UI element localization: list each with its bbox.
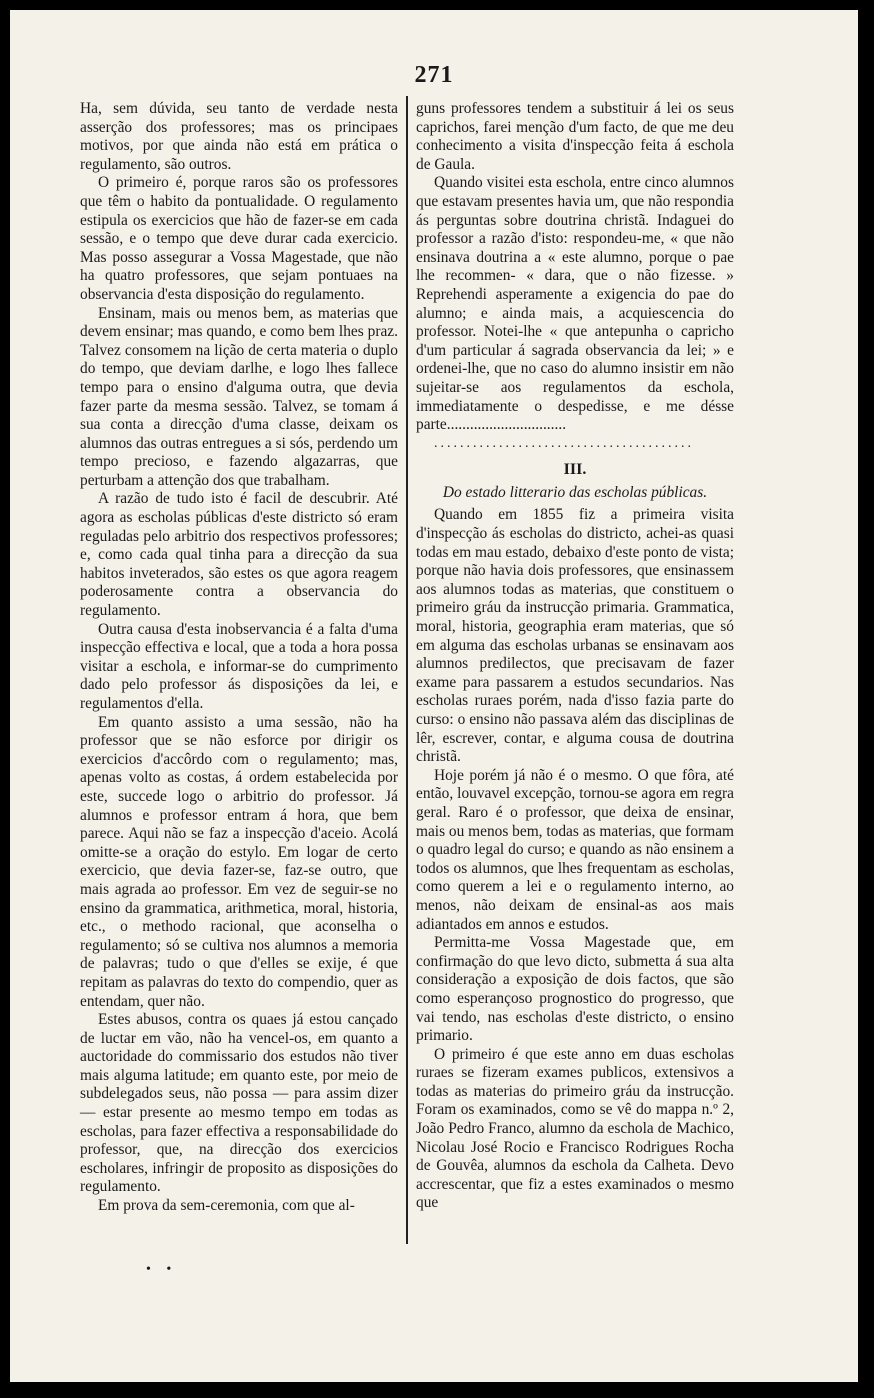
paragraph: Ensinam, mais ou menos bem, as materias que devem ensinar; mas quando, e como bem lhes praz. Talvez consomem na lição de certa materia o duplo do tempo, que deviam darlhe, e logo lhes fallece tempo para o ensino d'alguma outra, que devia fazer parte da mesma sessão. Talvez, se tomam á sua conta a direcção d'uma classe, deixam os alumnos das outras entregues a si sós, perdendo um tempo precioso, e fazendo algazarras, que perturbam a attenção dos que trabalham. bbox=[80, 304, 398, 489]
page-number: 271 bbox=[414, 62, 454, 88]
paragraph: Permitta-me Vossa Magestade que, em confirmação do que levo dicto, submetta á sua alta consideração a exposição de dois factos, que são como esperançoso prognostico do progresso, que vai tendo, nas escholas d'este districto, o ensino primario. bbox=[416, 934, 734, 1045]
paragraph: O primeiro é, porque raros são os professores que têm o habito da pontualidade. O regulamento estipula os exercicios que hão de fazer-se em cada sessão, e o tempo que deve durar cada exercicio. Mas posso assegurar a Vossa Magestade, que não ha quatro professores, que sejam pontuaes na observancia d'esta disposição do regulamento. bbox=[80, 174, 398, 303]
paragraph: A razão de tudo isto é facil de descubrir. Até agora as escholas públicas d'este districto só eram reguladas pelo arbitrio dos respectivos professores; e, como cada qual tinha para a direcção da sua habitos inveterados, são estes os que agora reagem poderosamente contra a observancia do regulamento. bbox=[80, 490, 398, 620]
document-page bbox=[10, 10, 858, 1382]
paragraph: Quando visitei esta eschola, entre cinco alumnos que estavam presentes havia um, que não respondia ás perguntas sobre doutrina christã. Indaguei do professor a razão d'isto: respondeu-me, « que não ensinava doutrina a « este alumno, porque o pae lhe recommen- « dara, que o não fizesse. » Reprehendi asperamente a exigencia do pae do alumno; e ainda mais, a acquiescencia do professor. Notei-lhe « que antepunha o capricho d'um particular á sagrada observancia da lei; » e ordenei-lhe, que no caso do alumno insistir em não sujeitar-se aos regulamentos da eschola, immediatamente o despedisse, e me désse parte............................... bbox=[416, 174, 734, 434]
paragraph: Em prova da sem-ceremonia, com que al- bbox=[98, 1197, 355, 1215]
column-divider bbox=[406, 96, 408, 1244]
paragraph: Outra causa d'esta inobservancia é a falta d'uma inspecção effectiva e local, que a toda a hora possa visitar a eschola, e informar-se do cumprimento dado pelo professor ás disposições da lei, e regulamentos d'ella. bbox=[80, 620, 398, 712]
right-column bbox=[416, 100, 734, 1213]
paragraph: Ha, sem dúvida, seu tanto de verdade nesta asserção dos professores; mas os principaes motivos, por que ainda não está em prática o regulamento, são outros. bbox=[80, 100, 398, 173]
paragraph: Em quanto assisto a uma sessão, não ha professor que se não esforce por dirigir os exercicios d'accôrdo com o regulamento; mas, apenas volto as costas, á ordem estabelecida por este, succede logo o arbitrio do professor. Já alumnos e professor entram á hora, que bem parece. Aqui não se faz a inspecção d'aceio. Acolá omitte-se a oração do estylo. Em logar de certo exercicio, que devia fazer-se, faz-se outro, que mais agrada ao professor. Em vez de seguir-se no ensino da grammatica, arithmetica, moral, historia, etc., o methodo racional, que aconselha o regulamento; só se cultiva nos alumnos a memoria de palavras; tudo o que d'elles se exije, é que repitam as palavras do texto do compendio, quer as entendam, quer não. bbox=[80, 713, 398, 1010]
ellipsis-line: ........................................ bbox=[434, 435, 694, 451]
paragraph: Hoje porém já não é o mesmo. O que fôra, até então, louvavel excepção, tornou-se agora em regra geral. Raro é o professor, que deixa de ensinar, mais ou menos bem, todas as materias, que formam o quadro legal do curso; e quando as não ensinem a todos os alumnos, que lhes frequentam as escholas, como querem a lei e o regulamento interno, ao menos, não deixam de ensinal-as aos mais adiantados em annos e estudos. bbox=[416, 766, 734, 933]
section-title: Do estado litterario das escholas públicas. bbox=[442, 483, 708, 501]
paragraph: O primeiro é que este anno em duas escholas ruraes se fizeram exames publicos, extensivos a todas as materias do primeiro gráu da instrucção. Foram os examinados, como se vê do mappa n.º 2, João Pedro Franco, alumno da eschola de Machico, Nicolau José Rocio e Francisco Rodrigues Rocha de Gouvêa, alumnos da eschola da Calheta. Devo accrescentar, que fiz a estes examinados o mesmo que bbox=[416, 1045, 734, 1212]
left-column bbox=[80, 100, 398, 1216]
paragraph: Estes abusos, contra os quaes já estou cançado de luctar em vão, não ha vencel-os, em quanto a auctoridade do commissario dos estudos não tiver mais alguma latitude; em quanto este, por meio de subdelegados seus, não possa — para assim dizer — estar presente ao mesmo tempo em todas as escholas, para fazer effectiva a responsabilidade do professor, que, na direcção dos exercicios escholares, infringir de proposito as disposições do regulamento. bbox=[80, 1011, 398, 1196]
paragraph: guns professores tendem a substituir á lei os seus caprichos, farei menção d'um facto, de que me deu conhecimento a visita d'inspecção feita á eschola de Gaula. bbox=[416, 100, 734, 173]
footer-marks: • • bbox=[146, 1262, 178, 1277]
section-number: III. bbox=[563, 461, 587, 479]
paragraph: Quando em 1855 fiz a primeira visita d'inspecção ás escholas do districto, achei-as quasi todas em mau estado, debaixo d'este ponto de vista; porque não havia dois professores, que ensinassem aos alumnos todas as materias, que constituem o primeiro gráu da instrucção primaria. Grammatica, moral, historia, geographia eram materias, que só em alguma das escholas urbanas se ensinavam aos alumnos predilectos, que precisavam de fazer exame para passarem a estudos secundarios. Nas escholas ruraes porém, nada d'isso fazia parte do curso: o ensino não passava além das disciplinas de lêr, escrever, contar, e alguma cousa de doutrina christã. bbox=[416, 506, 734, 766]
